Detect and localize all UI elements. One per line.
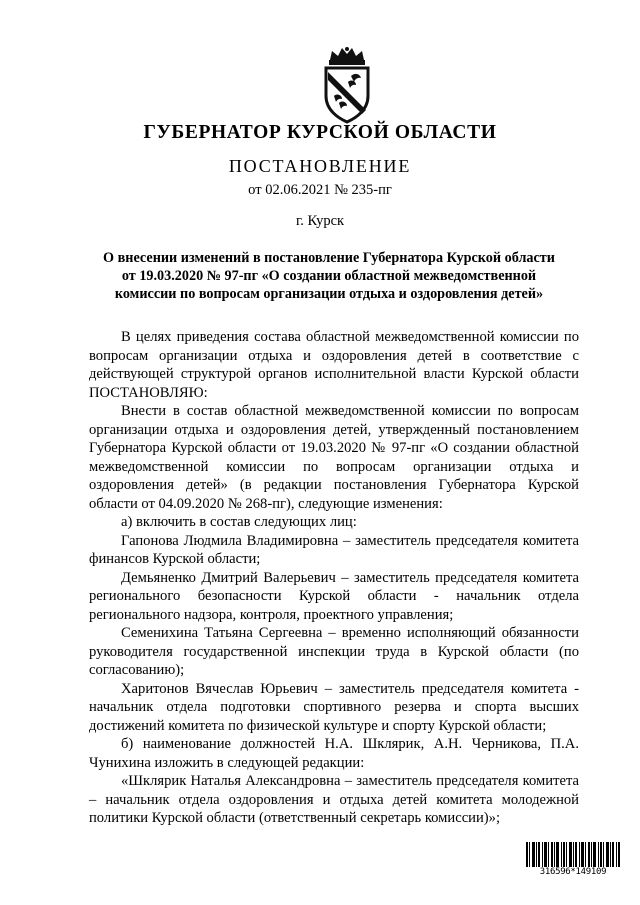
- coat-of-arms-icon: [318, 46, 376, 124]
- body-paragraph-person: Демьяненко Дмитрий Валерьевич – заместитель председателя комитета регионального безопасности Курской области - начальник отдела регионального надзора, контроля, проектного управления;: [89, 569, 579, 623]
- subject-line: от 19.03.2020 № 97-пг «О создании областной межведомственной: [121, 268, 537, 284]
- subject-line: О внесении изменений в постановление Губернатора Курской области: [103, 250, 555, 266]
- body-paragraph-preamble: В целях приведения состава областной межведомственной комиссии по вопросам организации отдыха и оздоровления детей в соответствие с действующей структурой органов исполнительной власти Курской области ПОСТАНОВЛЯЮ:: [89, 329, 579, 401]
- document-date-number: от 02.06.2021 № 235-пг: [248, 182, 392, 198]
- issuing-authority: ГУБЕРНАТОР КУРСКОЙ ОБЛАСТИ: [143, 122, 497, 143]
- document-city: г. Курск: [295, 213, 345, 229]
- body-paragraph-person: Харитонов Вячеслав Юрьевич – заместитель председателя комитета - начальник отдела подготовки спортивного резерва и спорта высших достижений комитета по физической культуре и спорту Курской области;: [89, 680, 579, 734]
- body-paragraph-person: Гапонова Людмила Владимировна – заместитель председателя комитета финансов Курской области;: [89, 532, 579, 567]
- body-paragraph-resolution: Внести в состав областной межведомственной комиссии по вопросам организации отдыха и оздоровления детей, утвержденный постановлением Губернатора Курской области от 19.03.2020 № 97-пг «О создании областной межведомственной комиссии по вопросам организации отдыха и оздоровления детей» (в редакции постановления Губернатора Курской области от 04.09.2020 № 268-пг), следующие изменения:: [89, 403, 579, 512]
- document-body: [89, 328, 579, 828]
- subject-line: комиссии по вопросам организации отдыха и оздоровления детей»: [114, 286, 544, 302]
- document-barcode: [525, 842, 621, 878]
- body-paragraph-person: Семенихина Татьяна Сергеевна – временно исполняющий обязанности руководителя государственной инспекции труда в Курской области (по согласованию);: [89, 625, 579, 678]
- body-paragraph-item-b: б) наименование должностей Н.А. Шклярик, А.Н. Черникова, П.А. Чунихина изложить в следующей редакции:: [89, 736, 579, 771]
- barcode-bars-icon: [525, 842, 621, 867]
- body-paragraph-quote: «Шклярик Наталья Александровна – заместитель председателя комитета – начальник отдела оздоровления и отдыха детей комитета молодежной политики Курской области (ответственный секретарь комиссии)»;: [89, 773, 579, 826]
- body-paragraph-item-a: а) включить в состав следующих лиц:: [121, 514, 357, 530]
- document-type: ПОСТАНОВЛЕНИЕ: [228, 156, 412, 176]
- barcode-number: 316596*149109: [539, 867, 607, 877]
- document-subject: [80, 249, 578, 303]
